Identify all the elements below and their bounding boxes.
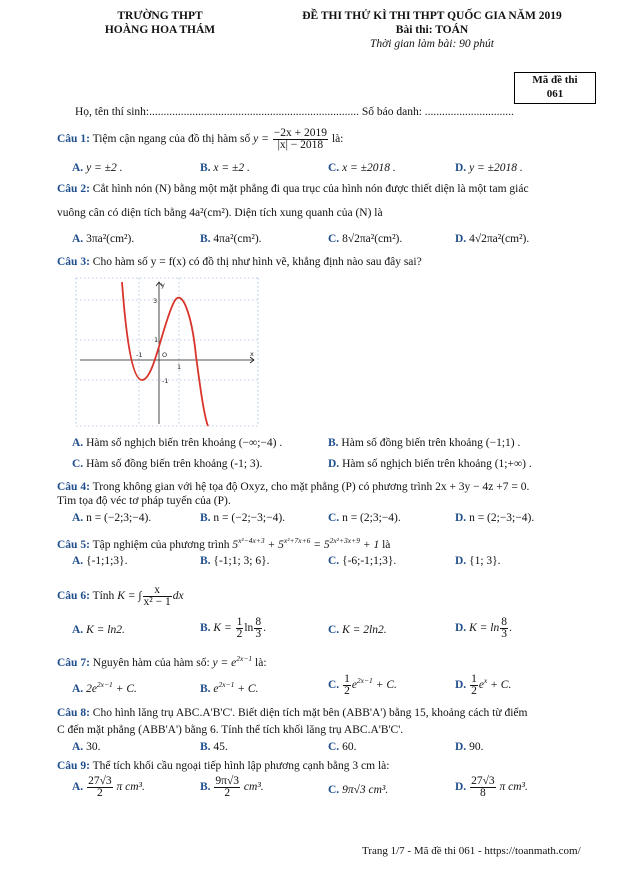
exam-title: ĐỀ THI THỬ KÌ THI THPT QUỐC GIA NĂM 2019 [302,10,562,22]
q7-option-b[interactable]: B. $e^{2x-1} + C$. [200,680,259,695]
q9-option-b[interactable]: B. $\frac{9\pi√3}{2}$ cm³. [200,775,264,799]
formula-fraction: $\frac{-2x + 2019}{|x| - 2018}$ [273,127,327,151]
q3-option-a[interactable]: A. Hàm số nghịch biến trên khoảng (−∞;−4) . [72,437,283,449]
question-4-cont: Tìm tọa độ véc tơ pháp tuyến của (P). [57,495,231,507]
question-text: Tiệm cận ngang của đồ thị hàm số [92,133,251,146]
exam-code-value: 061 [546,88,564,100]
tick-y-3: 3 [153,297,158,305]
tick-x-1: 1 [177,363,182,371]
q1-option-b[interactable]: B. x = ±2 . [200,162,250,174]
q1-option-d[interactable]: D. y = ±2018 . [455,162,523,174]
question-8-cont: C đến mặt phẳng (ABB'A') bằng 6. Tính thể tích khối lăng trụ ABC.A'B'C'. [57,724,404,736]
q1-option-a[interactable]: A. y = ±2 . [72,162,123,174]
question-9: Câu 9: Thể tích khối cầu ngoại tiếp hình lập phương cạnh bằng 3 cm là: [57,760,390,772]
q3-option-c[interactable]: C. Hàm số đồng biến trên khoảng (-1; 3). [72,458,263,470]
q2-option-a[interactable]: A. 3πa²(cm²). [72,233,135,245]
tick-y-neg1: -1 [162,377,169,385]
q3-option-d[interactable]: D. Hàm số nghịch biến trên khoảng (1;+∞) . [328,458,532,470]
origin-label: O [162,351,168,359]
q9-option-d[interactable]: D. $\frac{27√3}{8}$ π cm³. [455,775,528,799]
q4-option-d[interactable]: D. n = (2;−3;−4). [455,512,535,524]
q6-option-b[interactable]: B. K = $\frac{1}{2}$ ln $\frac{8}{3}$ . [200,616,266,640]
question-6: Câu 6: Tính K = ∫ $\frac{x}{\text{x² − 1}}$ dx [57,584,184,608]
q8-option-d[interactable]: D. 90. [455,741,484,753]
q6-option-c[interactable]: C. K = 2ln2. [328,624,387,636]
exam-code-label: Mã đề thi [532,74,578,86]
q4-option-a[interactable]: A. n = (−2;3;−4). [72,512,152,524]
student-info-line: Họ, tên thí sinh:......................................................................... Số báo danh: ............................... [75,106,514,118]
exam-code-box [514,72,596,104]
function-graph [74,276,260,428]
q4-option-c[interactable]: C. n = (2;3;−4). [328,512,401,524]
q7-option-c[interactable]: C. $\frac{1}{2}$ $e^{2x-1} + C$. [328,673,397,697]
tick-x-neg1: -1 [136,351,143,359]
q6-option-d[interactable]: D. K = ln $\frac{8}{3}$ . [455,616,512,640]
q9-option-a[interactable]: A. $\frac{27√3}{2}$ π cm³. [72,775,145,799]
question-7: Câu 7: Nguyên hàm của hàm số: $y = e^{2x-1}$ là: [57,654,267,669]
exam-time: Thời gian làm bài: 90 phút [369,38,495,50]
question-2-cont: vuông cân có diện tích bằng 4a²(cm²). Diện tích xung quanh của (N) là [57,207,383,219]
question-2: Câu 2: Cắt hình nón (N) bằng một mặt phẳng đi qua trục của hình nón được thiết diện là một tam giác [57,183,529,195]
q7-option-a[interactable]: A. $2e^{2x-1} + C$. [72,680,137,695]
integral-formula: K = ∫ [117,590,142,603]
q2-option-b[interactable]: B. 4πa²(cm²). [200,233,262,245]
y-axis-label: y [161,281,165,289]
page-footer: Trang 1/7 - Mã đề thi 061 - https://toanmath.com/ [362,845,581,857]
school-name-line1: TRƯỜNG THPT [117,10,203,22]
q1-option-c[interactable]: C. x = ±2018 . [328,162,396,174]
question-5: Câu 5: Tập nghiệm của phương trình $5^{x^2-4x+3} + 5^{x^2+7x+6} = 5^{2x^2+3x+9} + 1$ là [57,536,391,551]
exponential-equation: $5^{x^2-4x+3} + 5^{x^2+7x+6} = 5^{2x^2+3x+9} + 1$ [232,536,380,551]
q5-option-d[interactable]: D. {1; 3}. [455,555,501,567]
tick-y-1: 1 [154,336,159,344]
exam-subject: Bài thi: TOÁN [395,24,469,36]
q2-option-c[interactable]: C. 8√2πa²(cm²). [328,233,403,245]
q5-option-a[interactable]: A. {-1;1;3}. [72,555,128,567]
q8-option-b[interactable]: B. 45. [200,741,228,753]
question-8: Câu 8: Cho hình lăng trụ ABC.A'B'C'. Biết diện tích mặt bên (ABB'A') bằng 15, khoảng cách từ điểm [57,707,528,719]
question-label: Câu 1: [57,133,90,146]
q8-option-a[interactable]: A. 30. [72,741,101,753]
q6-option-a[interactable]: A. K = ln2. [72,624,125,636]
q8-option-c[interactable]: C. 60. [328,741,357,753]
q7-option-d[interactable]: D. $\frac{1}{2}$ $e^x + C$. [455,673,512,697]
question-1: Câu 1: Tiệm cận ngang của đồ thị hàm số y = $\frac{-2x + 2019}{|x| - 2018}$ là: [57,127,344,151]
q5-option-c[interactable]: C. {-6;-1;1;3}. [328,555,397,567]
question-3: Câu 3: Cho hàm số y = f(x) có đồ thị như hình vẽ, khẳng định nào sau đây sai? [57,256,422,268]
q5-option-b[interactable]: B. {-1;1; 3; 6}. [200,555,270,567]
q4-option-b[interactable]: B. n = (−2;−3;−4). [200,512,286,524]
q3-option-b[interactable]: B. Hàm số đồng biến trên khoảng (−1;1) . [328,437,521,449]
q2-option-d[interactable]: D. 4√2πa²(cm²). [455,233,530,245]
school-name-line2: HOÀNG HOA THÁM [104,24,216,36]
question-4: Câu 4: Trong không gian với hệ tọa độ Oxyz, cho mặt phẳng (P) có phương trình 2x + 3y − 4z +7 = 0. [57,481,530,493]
q9-option-c[interactable]: C. 9π√3 cm³. [328,784,389,796]
x-axis-label: x [250,350,254,358]
